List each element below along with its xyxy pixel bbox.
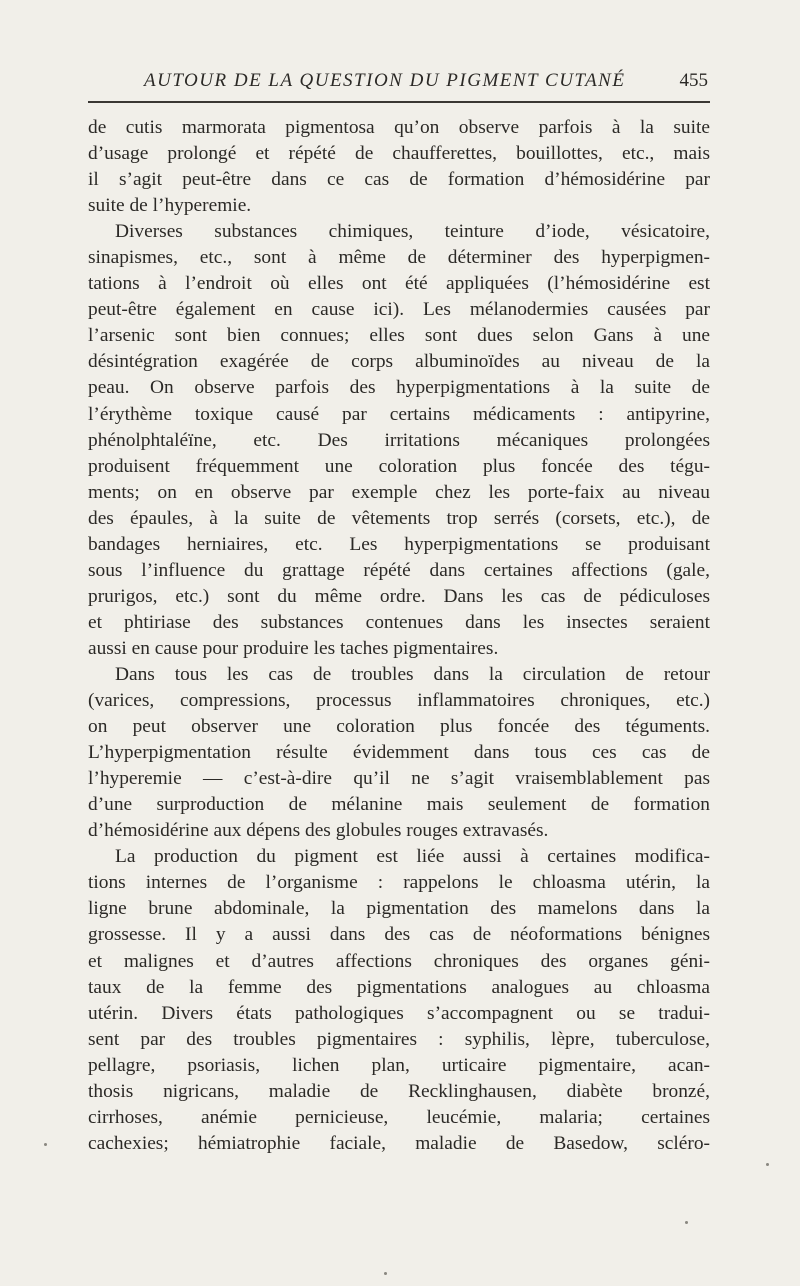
paper-speck xyxy=(766,1163,769,1166)
text-line: sous l’influence du grattage répété dans certaines affections (gale, xyxy=(88,559,710,581)
page-header xyxy=(88,62,710,94)
text-line: pellagre, psoriasis, lichen plan, urticaire pigmentaire, acan- xyxy=(88,1054,710,1076)
text-line: ments; on en observe par exemple chez les porte-faix au niveau xyxy=(88,481,710,503)
text-line: produisent fréquemment une coloration plus foncée des tégu- xyxy=(88,455,710,477)
page-number: 455 xyxy=(679,70,708,91)
text-line: taux de la femme des pigmentations analogues au chloasma xyxy=(88,976,710,998)
text-line: il s’agit peut-être dans ce cas de formation d’hémosidérine par xyxy=(88,169,710,191)
text-line: tions internes de l’organisme : rappelons le chloasma utérin, la xyxy=(88,872,710,894)
text-line: désintégration exagérée de corps albuminoïdes au niveau de la xyxy=(88,351,710,373)
text-line: cachexies; hémiatrophie faciale, maladie de Basedow, scléro- xyxy=(88,1132,710,1154)
text-line: thosis nigricans, maladie de Recklinghausen, diabète bronzé, xyxy=(88,1080,710,1102)
text-line: on peut observer une coloration plus foncée des téguments. xyxy=(88,716,710,738)
text-line: sinapismes, etc., sont à même de déterminer des hyperpigmen- xyxy=(88,247,710,269)
text-line: ligne brune abdominale, la pigmentation des mamelons dans la xyxy=(88,898,710,920)
text-line: d’hémosidérine aux dépens des globules rouges extravasés. xyxy=(88,820,549,842)
text-line: d’usage prolongé et répété de chaufferettes, bouillottes, etc., mais xyxy=(88,143,710,165)
header-rule xyxy=(88,101,710,103)
text-line: Diverses substances chimiques, teinture d’iode, vésicatoire, xyxy=(115,221,710,243)
text-line: cirrhoses, anémie pernicieuse, leucémie, malaria; certaines xyxy=(88,1106,710,1128)
text-line: peut-être également en cause ici). Les mélanodermies causées par xyxy=(88,299,710,321)
paper-speck xyxy=(44,1143,47,1146)
text-line: et phtiriase des substances contenues dans les insectes seraient xyxy=(88,611,710,633)
running-title: AUTOUR DE LA QUESTION DU PIGMENT CUTANÉ xyxy=(144,70,626,91)
text-line: prurigos, etc.) sont du même ordre. Dans les cas de pédiculoses xyxy=(88,585,710,607)
text-line: l’érythème toxique causé par certains médicaments : antipyrine, xyxy=(88,403,710,425)
text-line: et malignes et d’autres affections chroniques des organes géni- xyxy=(88,950,710,972)
text-line: bandages herniaires, etc. Les hyperpigmentations se produisant xyxy=(88,533,710,555)
text-line: phénolphtaléïne, etc. Des irritations mécaniques prolongées xyxy=(88,429,710,451)
text-line: aussi en cause pour produire les taches pigmentaires. xyxy=(88,637,499,659)
paper-speck xyxy=(685,1221,688,1224)
text-line: La production du pigment est liée aussi à certaines modifica- xyxy=(115,846,710,868)
text-line: suite de l’hyperemie. xyxy=(88,195,252,217)
text-line: sent par des troubles pigmentaires : syphilis, lèpre, tuberculose, xyxy=(88,1028,710,1050)
text-line: utérin. Divers états pathologiques s’accompagnent ou se tradui- xyxy=(88,1002,710,1024)
text-line: (varices, compressions, processus inflammatoires chroniques, etc.) xyxy=(88,690,710,712)
text-line: de cutis marmorata pigmentosa qu’on observe parfois à la suite xyxy=(88,117,710,138)
text-line: tations à l’endroit où elles ont été appliquées (l’hémosidérine est xyxy=(88,273,710,295)
text-line: Dans tous les cas de troubles dans la circulation de retour xyxy=(115,663,710,685)
text-line: des épaules, à la suite de vêtements trop serrés (corsets, etc.), de xyxy=(88,507,710,529)
text-line: peau. On observe parfois des hyperpigmentations à la suite de xyxy=(88,377,710,399)
paper-speck xyxy=(384,1272,387,1275)
text-line: d’une surproduction de mélanine mais seulement de formation xyxy=(88,794,710,816)
text-line: L’hyperpigmentation résulte évidemment dans tous ces cas de xyxy=(88,742,710,764)
text-line: l’hyperemie — c’est-à-dire qu’il ne s’agit vraisemblablement pas xyxy=(88,768,710,790)
text-line: l’arsenic sont bien connues; elles sont dues selon Gans à une xyxy=(88,325,710,347)
body-text xyxy=(88,115,710,1157)
text-line: grossesse. Il y a aussi dans des cas de néoformations bénignes xyxy=(88,924,710,946)
